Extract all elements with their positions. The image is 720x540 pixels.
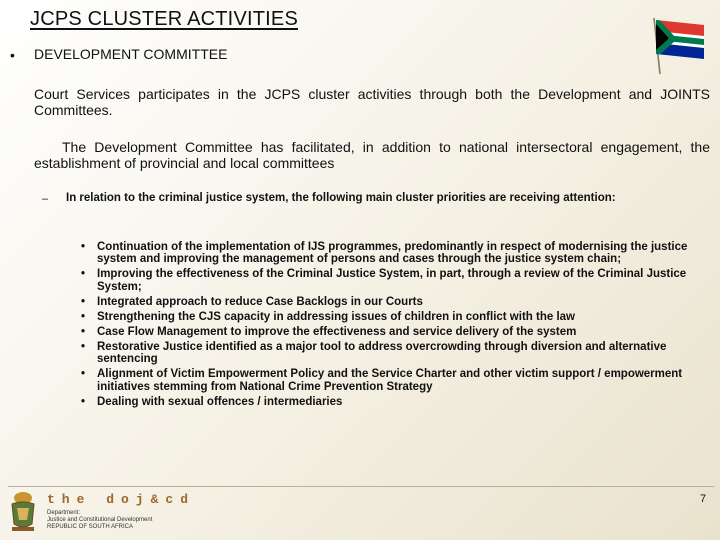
priority-text: Alignment of Victim Empowerment Policy and the Service Charter and other victim support / empowerment initiatives stemming from National Crime Prevention Strategy xyxy=(97,368,683,393)
coat-of-arms-icon xyxy=(6,490,40,534)
brand-wordmark: the doj&cd xyxy=(47,492,196,507)
section-bullet: • xyxy=(10,47,15,63)
bullet-icon: • xyxy=(81,325,86,338)
bullet-icon: • xyxy=(81,310,86,323)
page-number: 7 xyxy=(700,493,707,505)
country-name: REPUBLIC OF SOUTH AFRICA xyxy=(47,524,134,530)
sub-bullet-dash: – xyxy=(42,193,49,205)
list-item xyxy=(81,295,709,308)
priority-text: Dealing with sexual offences / intermediaries xyxy=(97,395,343,408)
list-item xyxy=(81,268,709,293)
section-heading: DEVELOPMENT COMMITTEE xyxy=(34,46,228,62)
priority-text: Case Flow Management to improve the effectiveness and service delivery of the system xyxy=(97,325,577,338)
list-item xyxy=(81,395,709,408)
footer-divider xyxy=(8,486,714,487)
bullet-icon: • xyxy=(81,295,86,308)
priority-text: Restorative Justice identified as a major tool to address overcrowding through diversion and alternative sentencing xyxy=(97,340,667,366)
bullet-icon: • xyxy=(81,395,86,408)
list-item xyxy=(81,241,709,266)
paragraph-court-services: Court Services participates in the JCPS cluster activities through both the Development and JOINTS Committees. xyxy=(34,86,710,118)
priority-text: Continuation of the implementation of IJS programmes, predominantly in respect of modernising the justice system and improving the management of persons and cases through the justice system chain; xyxy=(97,241,688,266)
list-item xyxy=(81,310,709,323)
slide-title: JCPS CLUSTER ACTIVITIES xyxy=(30,8,298,30)
department-title: Justice and Constitutional Development xyxy=(47,517,153,523)
priority-text: Integrated approach to reduce Case Backlogs in our Courts xyxy=(97,295,423,308)
paragraph-development-committee: The Development Committee has facilitated, in addition to national intersectoral engagement, the establishment of provincial and local committees xyxy=(34,139,710,171)
south-africa-flag-icon xyxy=(650,12,708,76)
bullet-icon: • xyxy=(81,340,86,353)
cluster-priorities-list xyxy=(81,241,709,411)
department-label: Department: xyxy=(47,510,81,516)
cluster-priorities-intro: In relation to the criminal justice system, the following main cluster priorities are receiving attention: xyxy=(66,192,616,204)
department-name xyxy=(47,510,152,531)
list-item xyxy=(81,325,709,338)
bullet-icon: • xyxy=(81,268,86,281)
bullet-icon: • xyxy=(81,368,86,381)
priority-text: Improving the effectiveness of the Criminal Justice System, in part, through a review of the Criminal Justice System; xyxy=(97,268,687,293)
priority-text: Strengthening the CJS capacity in addressing issues of children in conflict with the law xyxy=(97,310,575,323)
bullet-icon: • xyxy=(81,241,86,253)
list-item xyxy=(81,368,709,393)
list-item xyxy=(81,340,709,366)
